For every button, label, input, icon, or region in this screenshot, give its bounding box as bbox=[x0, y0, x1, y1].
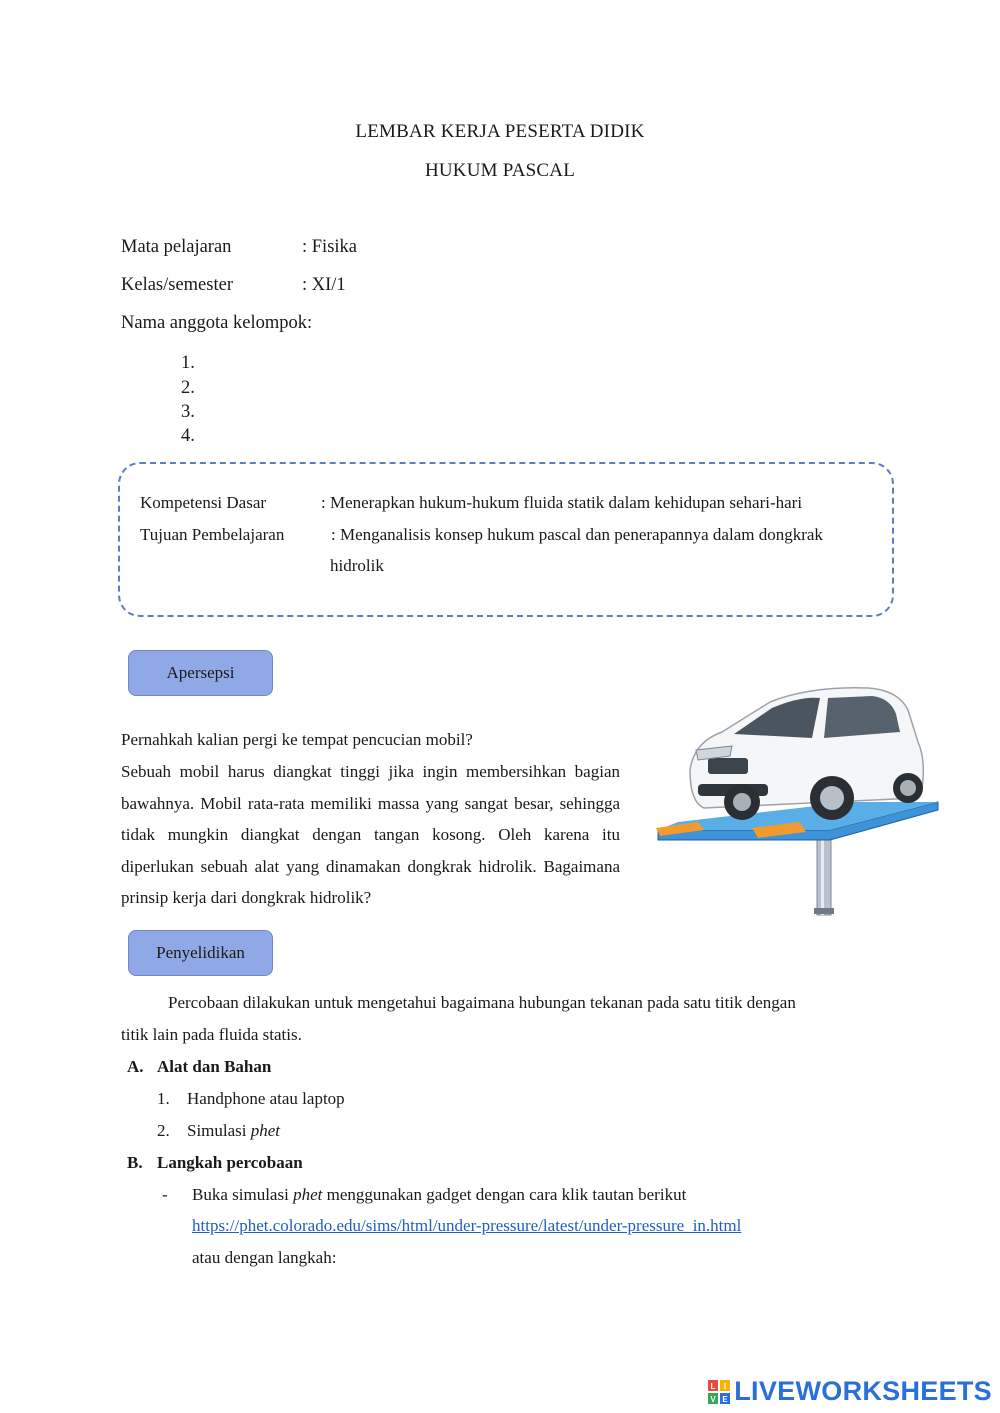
logo-letter: E bbox=[722, 1394, 728, 1404]
member-number: 3. bbox=[181, 402, 195, 422]
member-number: 2. bbox=[181, 378, 195, 398]
intro-line-2: titik lain pada fluida statis. bbox=[121, 1025, 302, 1044]
phet-simulation-link[interactable]: https://phet.colorado.edu/sims/html/under-pressure/latest/under-pressure_in.html bbox=[192, 1216, 742, 1235]
liveworksheets-logo[interactable] bbox=[708, 1376, 992, 1407]
car-wheel-front-rim bbox=[733, 793, 751, 811]
lift-base bbox=[814, 908, 834, 914]
tool-item: Handphone atau laptop bbox=[187, 1089, 345, 1108]
car-lift-image bbox=[650, 680, 942, 920]
subject-label: Mata pelajaran bbox=[121, 237, 232, 257]
section-b-letter: B. bbox=[127, 1153, 143, 1172]
apersepsi-paragraph: Sebuah mobil harus diangkat tinggi jika ingin membersihkan bagian bawahnya. Mobil rata-rata memiliki massa yang sangat besar, sehingga tidak mungkin diangkat dengan tangan kosong. Oleh karena itu diperlukan sebuah alat yang dinamakan dongkrak hidrolik. Bagaimana prinsip kerja dari dongkrak hidrolik? bbox=[121, 762, 620, 908]
step-text: Buka simulasi phet menggunakan gadget dengan cara klik tautan berikut bbox=[192, 1185, 687, 1204]
penyelidikan-label: Penyelidikan bbox=[128, 930, 273, 976]
tp-value: : Menganalisis konsep hukum pascal dan penerapannya dalam dongkrak bbox=[331, 525, 823, 544]
liveworksheets-wordmark: LIVEWORKSHEETS bbox=[734, 1376, 992, 1406]
car-wheel-back-rim bbox=[900, 780, 916, 796]
class-value: : XI/1 bbox=[302, 275, 346, 295]
after-link-text: atau dengan langkah: bbox=[192, 1248, 337, 1267]
subject-value: : Fisika bbox=[302, 237, 357, 257]
tool-number: 2. bbox=[157, 1121, 170, 1140]
kd-label: Kompetensi Dasar bbox=[140, 493, 267, 512]
logo-letter: V bbox=[710, 1394, 716, 1404]
logo-letter: L bbox=[710, 1381, 716, 1391]
step-dash: - bbox=[162, 1185, 168, 1204]
page-title: LEMBAR KERJA PESERTA DIDIK bbox=[355, 121, 645, 142]
class-label: Kelas/semester bbox=[121, 275, 233, 295]
car-wheel-rear-rim bbox=[820, 786, 844, 810]
intro-line-1: Percobaan dilakukan untuk mengetahui bagaimana hubungan tekanan pada satu titik dengan bbox=[168, 993, 796, 1012]
apersepsi-question: Pernahkah kalian pergi ke tempat pencucian mobil? bbox=[121, 730, 473, 749]
section-a-letter: A. bbox=[127, 1057, 144, 1076]
tp-label: Tujuan Pembelajaran bbox=[140, 525, 285, 544]
tool-number: 1. bbox=[157, 1089, 170, 1108]
logo-letter: I bbox=[724, 1381, 727, 1391]
kd-value: : Menerapkan hukum-hukum fluida statik dalam kehidupan sehari-hari bbox=[321, 493, 803, 512]
tool-item: Simulasi phet bbox=[187, 1121, 281, 1140]
apersepsi-label: Apersepsi bbox=[128, 650, 273, 696]
page-subtitle: HUKUM PASCAL bbox=[424, 160, 576, 181]
members-label: Nama anggota kelompok: bbox=[121, 313, 313, 333]
member-number: 4. bbox=[181, 426, 195, 446]
section-a-title: Alat dan Bahan bbox=[157, 1057, 272, 1076]
tp-value-cont: hidrolik bbox=[330, 556, 384, 575]
liveworksheets-icon bbox=[708, 1380, 730, 1404]
member-number: 1. bbox=[181, 353, 195, 373]
section-b-title: Langkah percobaan bbox=[157, 1153, 303, 1172]
car-grille bbox=[708, 758, 748, 774]
